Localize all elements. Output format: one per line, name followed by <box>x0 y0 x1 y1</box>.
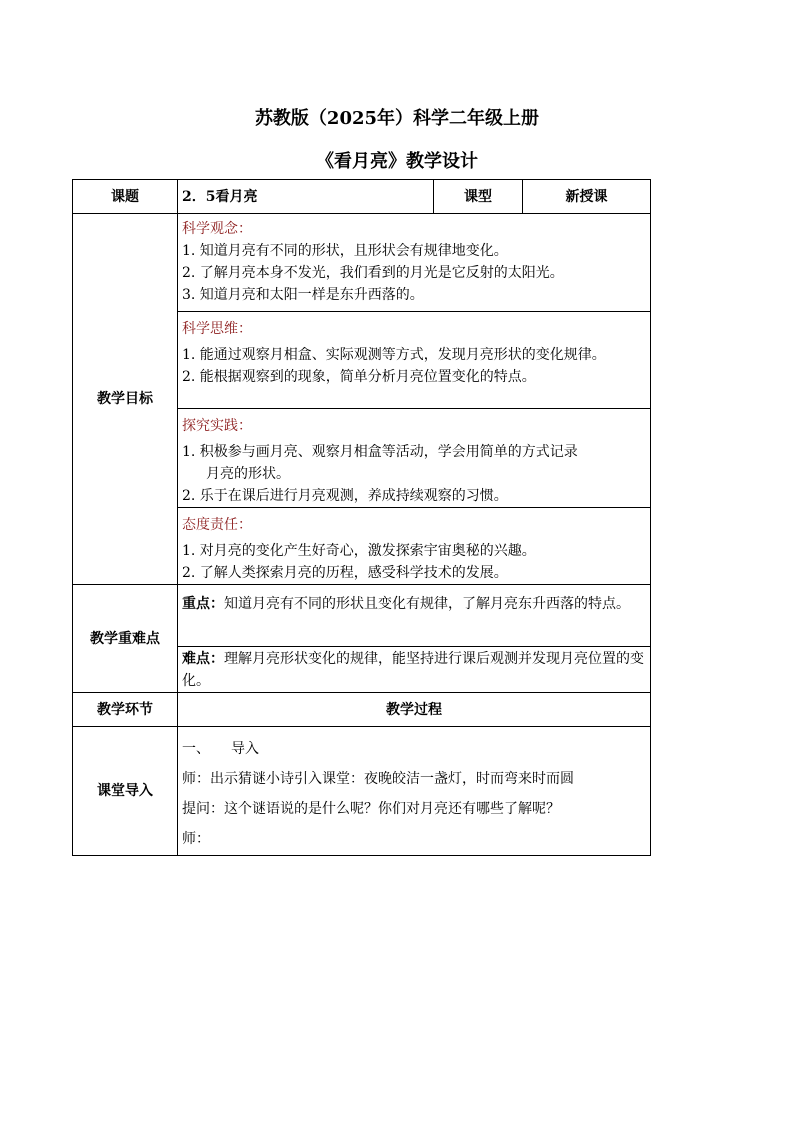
label-key-points: 教学重难点 <box>73 585 178 693</box>
difficulty-label: 难点： <box>182 651 224 667</box>
goal-item: 3. 知道月亮和太阳一样是东升西落的。 <box>182 287 424 303</box>
goal-item: 1. 积极参与画月亮、观察月相盒等活动，学会用简单的方式记录 <box>182 444 578 460</box>
goal-item: 2. 乐于在课后进行月亮观测，养成持续观察的习惯。 <box>182 488 508 504</box>
label-lesson-type: 课型 <box>434 180 523 214</box>
focus-label: 重点： <box>182 596 224 612</box>
goal-item: 1. 对月亮的变化产生好奇心，激发探索宇宙奥秘的兴趣。 <box>182 543 536 559</box>
section-heading: 科学观念： <box>182 221 252 237</box>
key-difficulty-cell <box>178 647 651 693</box>
label-teaching-process: 教学过程 <box>178 693 651 727</box>
process-header-row <box>73 693 651 727</box>
intro-line: 提问：这个谜语说的是什么呢？你们对月亮还有哪些了解呢？ <box>182 801 560 817</box>
goals-row-1 <box>73 214 651 312</box>
goal-section-thinking <box>178 312 651 409</box>
key-row-1 <box>73 585 651 647</box>
goal-item: 1. 能通过观察月相盒、实际观测等方式，发现月亮形状的变化规律。 <box>182 347 606 363</box>
document-subtitle: 《看月亮》教学设计 <box>316 151 478 172</box>
label-teaching-stage: 教学环节 <box>73 693 178 727</box>
lesson-plan-table <box>72 179 651 856</box>
lesson-type-value: 新授课 <box>523 180 651 214</box>
goal-item: 2. 了解月亮本身不发光，我们看到的月光是它反射的太阳光。 <box>182 265 564 281</box>
difficulty-text: 理解月亮形状变化的规律，能坚持进行课后观测并发现月亮位置的变化。 <box>182 651 644 689</box>
goal-section-concepts <box>178 214 651 312</box>
section-heading: 探究实践： <box>182 418 252 434</box>
goal-item: 1. 知道月亮有不同的形状，且形状会有规律地变化。 <box>182 243 508 259</box>
label-teaching-goals: 教学目标 <box>73 214 178 585</box>
goal-item: 2. 能根据观察到的现象，简单分析月亮位置变化的特点。 <box>182 369 536 385</box>
goal-item: 2. 了解人类探索月亮的历程，感受科学技术的发展。 <box>182 565 508 581</box>
intro-content <box>178 727 651 856</box>
topic-value: 2．5看月亮 <box>178 180 434 214</box>
key-focus-cell <box>178 585 651 647</box>
row-topic <box>73 180 651 214</box>
intro-row <box>73 727 651 856</box>
goal-item: 月亮的形状。 <box>206 466 290 482</box>
section-heading: 态度责任： <box>182 517 252 533</box>
document-title: 苏教版（2025年）科学二年级上册 <box>254 108 540 129</box>
intro-line: 师： <box>182 831 210 847</box>
intro-line: 一、 导入 <box>182 741 259 757</box>
label-topic: 课题 <box>73 180 178 214</box>
goal-section-attitude <box>178 508 651 585</box>
label-class-intro: 课堂导入 <box>73 727 178 856</box>
focus-text: 知道月亮有不同的形状且变化有规律，了解月亮东升西落的特点。 <box>224 596 630 612</box>
intro-line: 师：出示猜谜小诗引入课堂：夜晚皎洁一盏灯，时而弯来时而圆 <box>182 771 574 787</box>
section-heading: 科学思维： <box>182 321 252 337</box>
goal-section-practice <box>178 409 651 508</box>
